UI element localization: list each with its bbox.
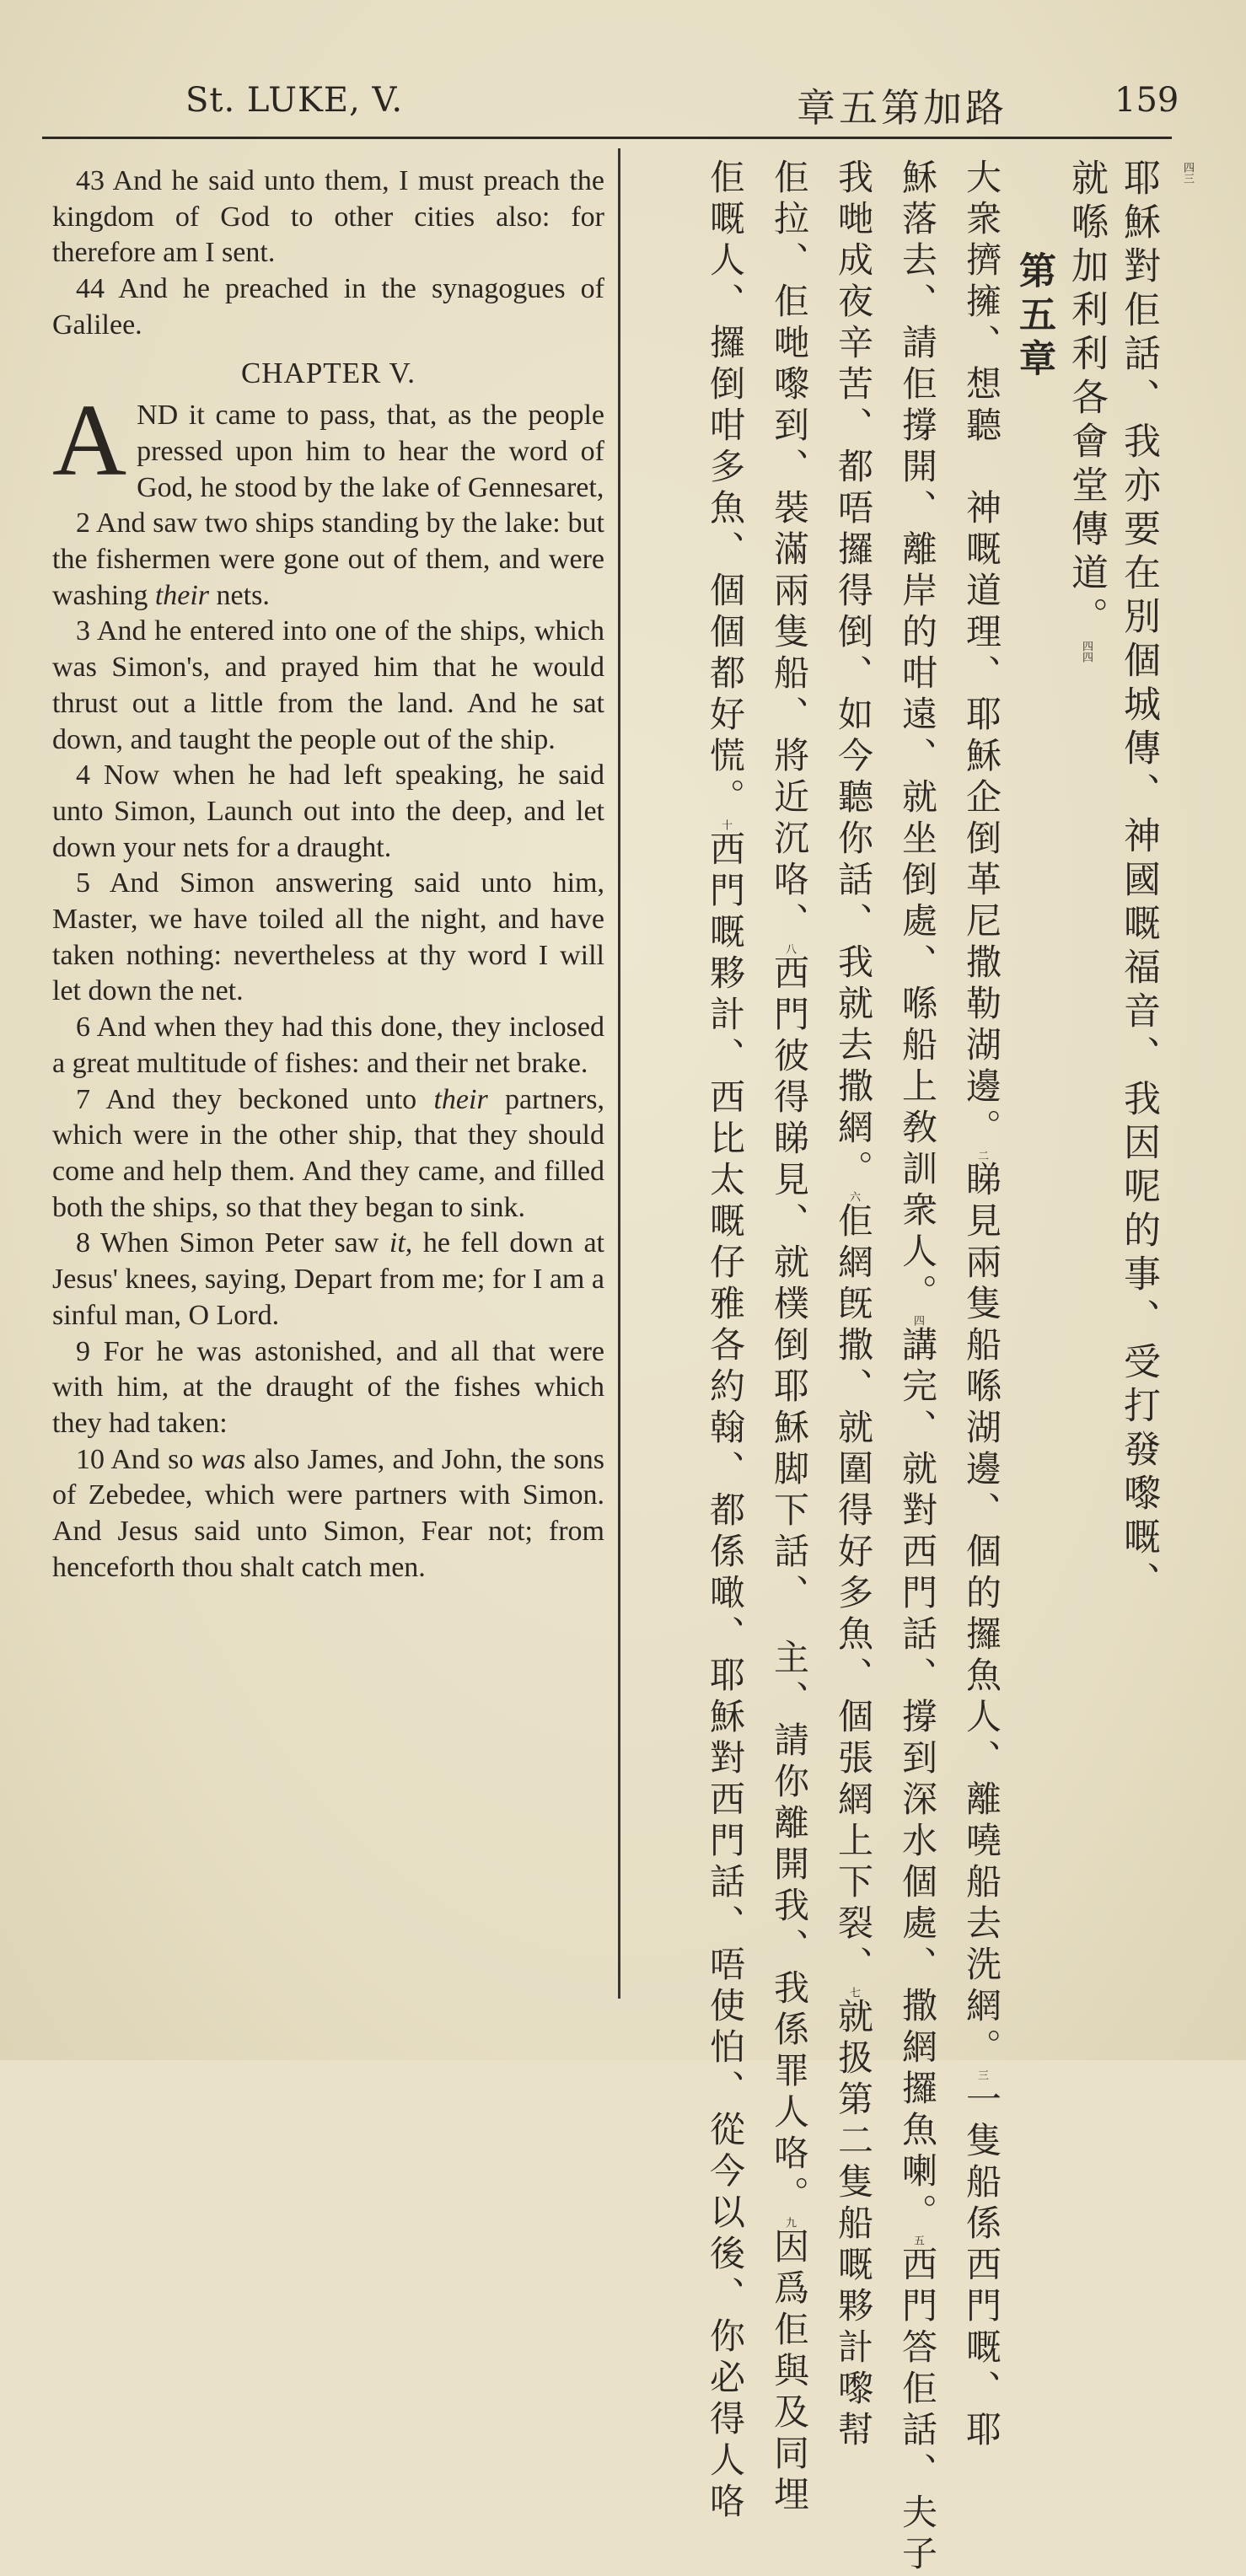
verse-marker-10: 十	[719, 819, 732, 830]
chinese-col-7	[700, 158, 750, 2524]
verse-6: 6 And when they had this done, they inclosed a great multitude of fishes: and their net brake.	[52, 1012, 604, 1079]
chinese-col-5-b: 佢網旣撒、就圍得好多魚、個張網上下裂、	[833, 1202, 874, 1987]
page-number: 159	[1114, 81, 1179, 120]
column-divider	[618, 148, 620, 1999]
verse-3: 3 And he entered into one of the ships, which was Simon's, and prayed him that he would thrust out a little from the land. And he sat down, and taught the people out of the ship.	[52, 615, 604, 755]
chinese-col-7-b: 西門嘅夥計、西比太嘅仔雅各約翰、都係噉、耶穌對西門話、唔使怕、從今以後、你必得人咯	[705, 830, 746, 2524]
verse-marker-5: 五	[911, 2235, 924, 2246]
verse-2-text: 2 And saw two ships standing by the lake: but the fishermen were gone out of them, and were washing	[52, 507, 604, 611]
verse-marker-8: 八	[783, 943, 796, 954]
verse-43: 43 And he said unto them, I must preach the kingdom of God to other cities also: for therefore am I sent.	[52, 165, 604, 269]
running-head-chinese: 章五第加路	[797, 85, 1007, 131]
verse-marker-6: 六	[847, 1191, 860, 1202]
verse-8	[52, 1226, 604, 1334]
verse-7	[52, 1082, 604, 1226]
verse-marker-3: 三	[975, 2069, 988, 2080]
verse-8-end: he fell down at Jesus' knees, saying, Depart from me; for I am a sinful man, O Lord.	[52, 1227, 605, 1331]
chinese-col-4-c: 西門答佢話、夫子	[897, 2246, 938, 2576]
chinese-col-4-a: 穌落去、請佢撐開、離岸的咁遠、就坐倒處、喺船上敎訓衆人。	[897, 158, 938, 1315]
chinese-column	[641, 158, 1194, 2576]
chinese-col-6-c: 因爲佢與及同埋	[769, 2228, 810, 2517]
chinese-col-4-b: 講完、就對西門話、撐到深水個處、撒網攞魚喇。	[897, 1326, 938, 2235]
chinese-col-2	[1061, 158, 1111, 663]
chinese-col-1: 耶穌對佢話、我亦要在別個城傳、神國嘅福音、我因呢的事、受打發嚟嘅、	[1117, 158, 1160, 1605]
chinese-col-3	[956, 158, 1007, 2452]
chinese-col-7-a: 佢嘅人、攞倒咁多魚、個個都好慌。	[705, 158, 746, 819]
verse-44: 44 And he preached in the synagogues of Galilee.	[52, 273, 604, 341]
chinese-col-5-a: 我哋成夜辛苦、都唔攞得倒、如今聽你話、我就去撒網。	[833, 158, 874, 1191]
chapter-heading: CHAPTER V.	[240, 356, 416, 389]
verse-1	[52, 384, 604, 506]
verse-9: 9 For he was astonished, and all that were with him, at the draught of the fishes which they had taken:	[52, 1335, 604, 1439]
chinese-chapter-heading: 第五章	[1012, 251, 1055, 383]
verse-10-text: 10 And so	[76, 1443, 194, 1475]
chinese-col-6-b: 西門彼得睇見、就樸倒耶穌脚下話、 主、請你離開我、我係罪人咯。	[769, 954, 810, 2217]
verse-marker-2: 二	[975, 1150, 988, 1161]
verse-2-italic: their	[154, 579, 210, 611]
verse-8-italic: it,	[389, 1227, 413, 1259]
chinese-col-6	[764, 158, 814, 2517]
header-rule	[42, 137, 1172, 139]
verse-marker-43: 四三	[1181, 162, 1194, 184]
english-column	[52, 164, 604, 1586]
chinese-col-2-text: 就喺加利利各會堂傳道。	[1065, 158, 1108, 641]
verse-4: 4 Now when he had left speaking, he said unto Simon, Launch out into the deep, and let down your nets for a draught.	[52, 759, 604, 863]
verse-10-end: also James, and John, the sons of Zebedee, which were partners with Simon. And Jesus said unto Simon, Fear not; from henceforth thou shalt catch men.	[52, 1443, 604, 1583]
chinese-col-5	[828, 158, 878, 2452]
chinese-col-4	[892, 158, 943, 2576]
verse-7-end: partners, which were in the other ship, that they should come and help them. And they came, and filled both the ships, so that they began to sink.	[52, 1083, 605, 1223]
verse-2	[52, 506, 604, 614]
verse-8-text: 8 When Simon Peter saw	[76, 1227, 379, 1259]
running-head-english: St. LUKE, V.	[185, 81, 404, 120]
verse-10-italic: was	[201, 1443, 246, 1475]
verse-5: 5 And Simon answering said unto him, Master, we have toiled all the night, and have taken nothing: nevertheless at thy word I will let down the net.	[52, 867, 604, 1007]
chinese-col-3-b: 睇見兩隻船喺湖邊、個的攞魚人、離嘵船去洗網。	[961, 1161, 1002, 2069]
chinese-col-6-a: 佢拉、佢哋嚟到、裝滿兩隻船、將近沉咯、	[769, 158, 810, 943]
verse-marker-7: 七	[847, 1987, 860, 1998]
verse-7-italic: their	[433, 1083, 488, 1115]
drop-cap: A	[52, 384, 127, 498]
verse-marker-4: 四	[911, 1315, 924, 1326]
verse-marker-9: 九	[783, 2217, 796, 2228]
verse-marker-44: 四四	[1080, 641, 1093, 663]
chinese-col-3-c: 一隻船係西門嘅、耶	[961, 2080, 1002, 2452]
chinese-col-3-a: 大衆擠擁、想聽 神嘅道理、耶穌企倒革尼撒勒湖邊。	[961, 158, 1002, 1150]
chinese-col-5-c: 就扱第二隻船嘅夥計嚟幇	[833, 1998, 874, 2452]
verse-2-end: nets.	[216, 579, 270, 611]
verse-7-text: 7 And they beckoned unto	[76, 1083, 417, 1115]
verse-1-text: ND it came to pass, that, as the people pressed upon him to hear the word of God, he stood by the lake of Gennesaret,	[137, 400, 604, 503]
verse-10	[52, 1442, 604, 1586]
